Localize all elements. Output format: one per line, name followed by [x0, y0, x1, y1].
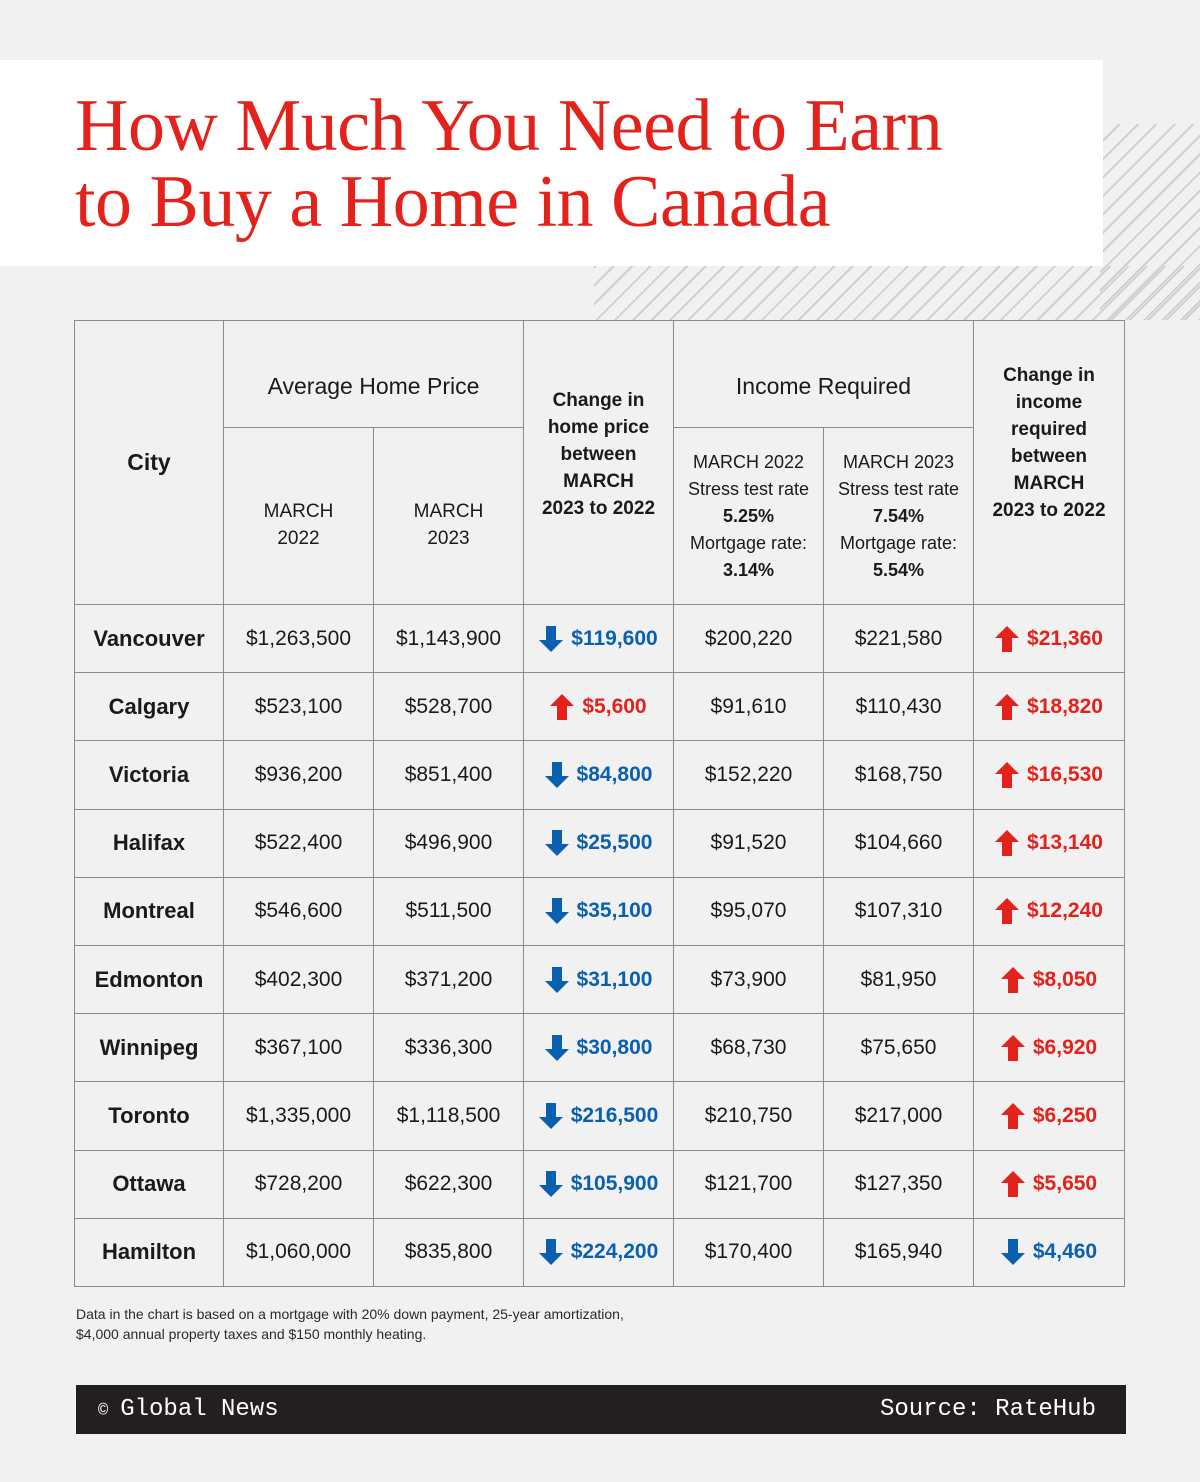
- income-change-value: $13,140: [1027, 831, 1103, 855]
- income-2023-cell: $81,950: [824, 946, 974, 1014]
- city-cell: Victoria: [74, 741, 224, 809]
- header-change-price-line: home price: [547, 417, 650, 438]
- price-change-value: $35,100: [576, 899, 653, 923]
- arrow-down-icon: [539, 1239, 563, 1265]
- header-year-label: 2023: [427, 528, 470, 549]
- footer-bar: [76, 1385, 1126, 1434]
- header-income-required: Income Required: [674, 320, 974, 428]
- footnote-line: Data in the chart is based on a mortgage with 20% down payment, 25-year amortization,: [76, 1306, 624, 1322]
- price-2023-cell: $336,300: [374, 1014, 524, 1082]
- arrow-up-icon: [550, 694, 574, 720]
- header-price-march-2023: [374, 428, 524, 605]
- header-income-line: Mortgage rate:: [689, 532, 808, 553]
- header-change-price-line: Change in: [552, 390, 645, 411]
- income-2022-cell: $210,750: [674, 1082, 824, 1150]
- city-cell: Halifax: [74, 810, 224, 878]
- income-change-value: $21,360: [1027, 626, 1103, 650]
- header-change-income-line: between: [1010, 445, 1088, 467]
- footer-brand: [98, 1396, 279, 1423]
- price-change-cell: [524, 1151, 674, 1219]
- header-change-income-line: 2023 to 2022: [992, 499, 1106, 521]
- income-2023-cell: $165,940: [824, 1219, 974, 1287]
- city-cell: Vancouver: [74, 605, 224, 673]
- price-change-cell: [524, 673, 674, 741]
- arrow-up-icon: [995, 762, 1019, 788]
- source-credit: Source: RateHub: [879, 1396, 1096, 1423]
- income-2023-cell: $75,650: [824, 1014, 974, 1082]
- price-change-value: $31,100: [576, 967, 653, 991]
- city-cell: Hamilton: [74, 1219, 224, 1287]
- header-income-march-2022: [674, 428, 824, 605]
- price-2022-cell: $1,263,500: [224, 605, 374, 673]
- header-change-income-line: Change in: [1003, 364, 1095, 386]
- header-change-income: [974, 320, 1125, 605]
- price-change-cell: [524, 1014, 674, 1082]
- arrow-up-icon: [1001, 1035, 1025, 1061]
- income-2022-cell: $152,220: [674, 741, 824, 809]
- city-cell: Montreal: [74, 878, 224, 946]
- header-income-line: MARCH 2022: [692, 451, 805, 472]
- city-cell: Toronto: [74, 1082, 224, 1150]
- footnote: [76, 1304, 716, 1344]
- header-change-income-line: MARCH: [1013, 472, 1085, 494]
- header-city: City: [74, 320, 224, 605]
- copyright-icon: ©: [98, 1402, 109, 1421]
- header-change-price-line: 2023 to 2022: [541, 498, 656, 519]
- header-income-line: 5.54%: [872, 559, 925, 580]
- arrow-down-icon: [545, 1035, 569, 1061]
- income-2022-cell: $170,400: [674, 1219, 824, 1287]
- arrow-down-icon: [545, 830, 569, 856]
- income-change-value: $8,050: [1032, 967, 1098, 991]
- city-cell: Calgary: [74, 673, 224, 741]
- income-2022-cell: $73,900: [674, 946, 824, 1014]
- price-change-value: $25,500: [576, 831, 653, 855]
- income-change-value: $5,650: [1032, 1172, 1098, 1196]
- price-2023-cell: $496,900: [374, 810, 524, 878]
- price-change-cell: [524, 1082, 674, 1150]
- header-change-home-price: [524, 320, 674, 605]
- header-change-price-line: between: [560, 444, 637, 465]
- price-change-cell: [524, 946, 674, 1014]
- arrow-up-icon: [1001, 1171, 1025, 1197]
- arrow-up-icon: [1001, 1103, 1025, 1129]
- price-2023-cell: $371,200: [374, 946, 524, 1014]
- header-income-line: Mortgage rate:: [839, 532, 958, 553]
- title-line-2: to Buy a Home in Canada: [75, 161, 831, 243]
- price-2023-cell: $1,118,500: [374, 1082, 524, 1150]
- arrow-down-icon: [545, 762, 569, 788]
- income-change-value: $6,920: [1032, 1035, 1098, 1059]
- income-2023-cell: $107,310: [824, 878, 974, 946]
- price-2022-cell: $402,300: [224, 946, 374, 1014]
- arrow-up-icon: [1001, 967, 1025, 993]
- price-2022-cell: $546,600: [224, 878, 374, 946]
- header-average-home-price: Average Home Price: [224, 320, 524, 428]
- header-income-line: 3.14%: [722, 559, 775, 580]
- header-price-march-2022: [224, 428, 374, 605]
- price-change-value: $105,900: [570, 1172, 659, 1196]
- header-income-line: MARCH 2023: [842, 451, 955, 472]
- income-2022-cell: $91,610: [674, 673, 824, 741]
- price-2023-cell: $511,500: [374, 878, 524, 946]
- income-2022-cell: $68,730: [674, 1014, 824, 1082]
- income-change-cell: [974, 1151, 1125, 1219]
- arrow-down-icon: [545, 898, 569, 924]
- price-2023-cell: $835,800: [374, 1219, 524, 1287]
- income-change-cell: [974, 810, 1125, 878]
- price-2022-cell: $936,200: [224, 741, 374, 809]
- title-line-1: How Much You Need to Earn: [75, 85, 943, 167]
- city-cell: Ottawa: [74, 1151, 224, 1219]
- arrow-down-icon: [539, 1171, 563, 1197]
- arrow-up-icon: [995, 830, 1019, 856]
- price-change-value: $30,800: [576, 1035, 653, 1059]
- income-2023-cell: $127,350: [824, 1151, 974, 1219]
- price-2023-cell: $851,400: [374, 741, 524, 809]
- header-month-label: MARCH: [263, 501, 334, 522]
- header-change-income-line: required: [1010, 418, 1088, 440]
- price-2023-cell: $528,700: [374, 673, 524, 741]
- income-change-value: $6,250: [1032, 1103, 1098, 1127]
- arrow-down-icon: [539, 1103, 563, 1129]
- price-change-value: $119,600: [571, 626, 658, 650]
- income-2023-cell: $110,430: [824, 673, 974, 741]
- price-change-cell: [524, 741, 674, 809]
- price-change-value: $224,200: [570, 1240, 659, 1264]
- header-year-label: 2022: [277, 528, 320, 549]
- price-change-cell: [524, 810, 674, 878]
- income-2023-cell: $168,750: [824, 741, 974, 809]
- income-2023-cell: $221,580: [824, 605, 974, 673]
- income-change-value: $18,820: [1027, 694, 1103, 718]
- price-change-cell: [524, 878, 674, 946]
- header-change-price-line: MARCH: [563, 471, 634, 492]
- income-change-cell: [974, 1082, 1125, 1150]
- arrow-up-icon: [995, 694, 1019, 720]
- price-2023-cell: $622,300: [374, 1151, 524, 1219]
- arrow-down-icon: [539, 626, 563, 652]
- income-change-cell: [974, 673, 1125, 741]
- income-2022-cell: $95,070: [674, 878, 824, 946]
- price-change-cell: [524, 1219, 674, 1287]
- page-title: [75, 85, 1085, 243]
- income-change-cell: [974, 605, 1125, 673]
- price-2022-cell: $522,400: [224, 810, 374, 878]
- header-income-line: 5.25%: [722, 505, 775, 526]
- arrow-up-icon: [995, 626, 1019, 652]
- income-change-cell: [974, 878, 1125, 946]
- price-change-cell: [524, 605, 674, 673]
- price-2022-cell: $367,100: [224, 1014, 374, 1082]
- arrow-down-icon: [1001, 1239, 1025, 1265]
- price-2022-cell: $728,200: [224, 1151, 374, 1219]
- price-2022-cell: $523,100: [224, 673, 374, 741]
- header-income-line: Stress test rate: [687, 478, 810, 499]
- footnote-line: $4,000 annual property taxes and $150 monthly heating.: [76, 1326, 427, 1342]
- price-2023-cell: $1,143,900: [374, 605, 524, 673]
- price-2022-cell: $1,060,000: [224, 1219, 374, 1287]
- hatch-decoration: [594, 266, 1200, 320]
- arrow-down-icon: [545, 967, 569, 993]
- income-2022-cell: $121,700: [674, 1151, 824, 1219]
- income-2022-cell: $91,520: [674, 810, 824, 878]
- header-income-line: Stress test rate: [837, 478, 960, 499]
- data-table: [74, 320, 1125, 1287]
- city-cell: Edmonton: [74, 946, 224, 1014]
- income-2023-cell: $104,660: [824, 810, 974, 878]
- price-2022-cell: $1,335,000: [224, 1082, 374, 1150]
- price-change-value: $216,500: [570, 1103, 659, 1127]
- brand-name: Global News: [120, 1396, 279, 1423]
- header-month-label: MARCH: [413, 501, 484, 522]
- income-change-cell: [974, 946, 1125, 1014]
- income-change-cell: [974, 1219, 1125, 1287]
- city-cell: Winnipeg: [74, 1014, 224, 1082]
- income-change-value: $16,530: [1027, 762, 1103, 786]
- income-change-cell: [974, 1014, 1125, 1082]
- header-change-income-line: income: [1015, 391, 1083, 413]
- income-change-value: $12,240: [1027, 899, 1103, 923]
- income-change-value: $4,460: [1032, 1240, 1098, 1264]
- arrow-up-icon: [995, 898, 1019, 924]
- income-change-cell: [974, 741, 1125, 809]
- price-change-value: $5,600: [582, 694, 647, 718]
- income-2023-cell: $217,000: [824, 1082, 974, 1150]
- income-2022-cell: $200,220: [674, 605, 824, 673]
- header-income-march-2023: [824, 428, 974, 605]
- header-income-line: 7.54%: [872, 505, 925, 526]
- price-change-value: $84,800: [576, 762, 653, 786]
